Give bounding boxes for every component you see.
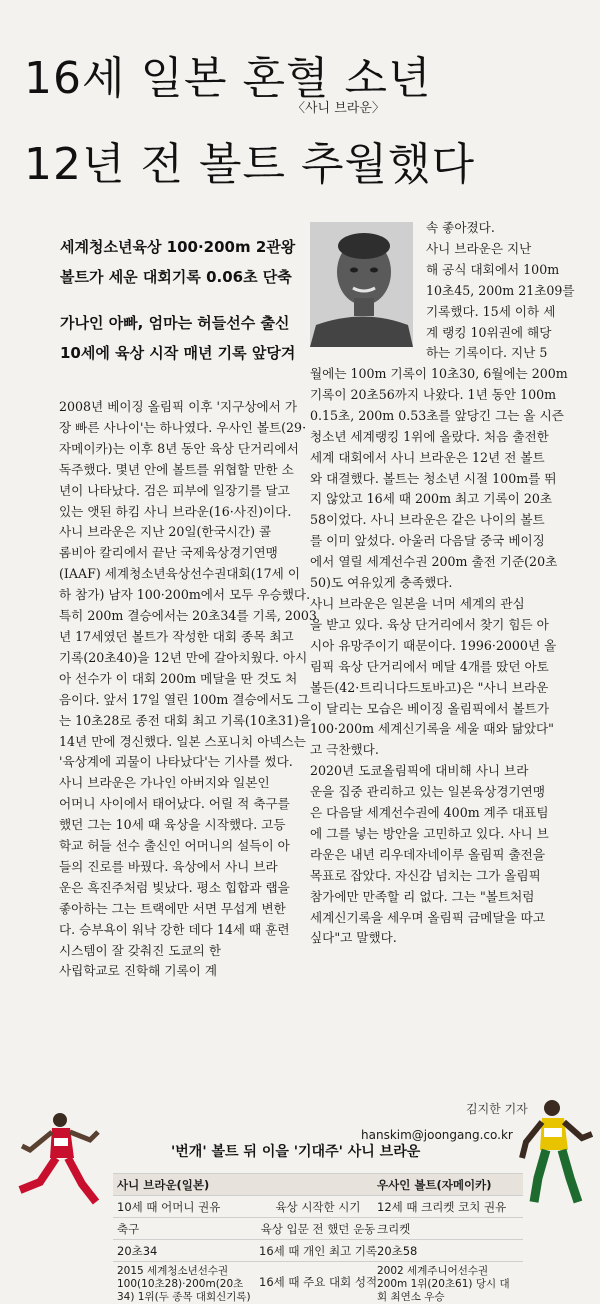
subhead-2: 볼트가 세운 대회기록 0.06초 단축 — [60, 268, 292, 286]
body-text-line: 볼든(42·트리니다드토바고)은 "사니 브라운 — [310, 679, 549, 695]
reporter-email[interactable]: hanskim@joongang.co.kr — [361, 1128, 513, 1142]
body-text-line: 라운은 내년 리우데자네이루 올림픽 출전을 — [310, 846, 545, 862]
table-header-row — [113, 1173, 523, 1195]
body-text-line: '육상계에 괴물이 나타났다'는 기사를 썼다. — [59, 754, 293, 770]
headline-line-1: 16세 일본 혼혈 소년 — [24, 53, 432, 104]
table-cell-right: 20초58 — [377, 1244, 418, 1258]
body-text-line: 지 않았고 16세 때 200m 최고 기록이 20초 — [310, 491, 553, 507]
body-text-line: 세계신기록을 세우며 올림픽 금메달을 따고 — [310, 909, 545, 925]
reporter-byline: 김지한 기자 — [466, 1102, 528, 1116]
right-body-column — [310, 364, 568, 949]
body-text-line: 시아 유망주이기 때문이다. 1996·2000년 올 — [310, 637, 557, 653]
body-text-line: 년이 나타났다. 검은 피부에 일장기를 달고 — [59, 482, 290, 498]
header-usain-bolt: 우사인 볼트(자메이카) — [377, 1178, 492, 1192]
body-text-line: 50)도 여유있게 충족했다. — [310, 575, 453, 591]
body-text-line: 기록했다. 15세 이하 세 — [426, 303, 556, 319]
body-text-line: 에서 열릴 세계선수권 200m 출전 기준(20초 — [310, 554, 558, 570]
body-text-line: 기록(20초40)을 12년 만에 갈아치웠다. 아시 — [59, 649, 308, 665]
body-text-line: 에 그를 넣는 방안을 고민하고 있다. 사니 브 — [310, 825, 549, 841]
body-text-line: 목표로 잡았다. 자신감 넘치는 그가 올림픽 — [310, 867, 541, 883]
subhead-3: 가나인 아빠, 엄마는 허들선수 출신 — [60, 314, 290, 332]
table-cell-category: 16세 때 주요 대회 성적 — [259, 1275, 378, 1289]
body-text-line: (IAAF) 세계청소년육상선수권대회(17세 이 — [59, 566, 300, 582]
table-cell-right: 12세 때 크리켓 코치 권유 — [377, 1200, 507, 1214]
comparison-table — [113, 1173, 523, 1303]
body-text-line: 은 다음달 세계선수권에 400m 계주 대표팀 — [310, 805, 549, 821]
runner-illustration-right — [512, 1098, 600, 1206]
body-text-line: 0.15초, 200m 0.53초를 앞당긴 그는 올 시즌 — [310, 407, 564, 423]
body-text-line: 운을 집중 관리하고 있는 일본육상경기연맹 — [310, 784, 545, 800]
body-text-line: 들의 진로를 바꿨다. 육상에서 사니 브라 — [59, 858, 278, 874]
body-text-line: 시스템이 잘 갖춰진 도쿄의 한 — [59, 942, 221, 958]
table-cell-category: 육상 입문 전 했던 운동 — [260, 1222, 376, 1236]
left-body-column — [59, 397, 317, 982]
body-text-line: 는 10초28로 종전 대회 최고 기록(10초31)을 — [59, 712, 312, 728]
body-text-line: 다. 승부욕이 워낙 강한 데다 14세 때 훈련 — [59, 921, 290, 937]
body-text-line: 을 받고 있다. 육상 단거리에서 찾기 힘든 아 — [310, 616, 549, 632]
body-text-line: 2020년 도쿄올림픽에 대비해 사니 브라 — [310, 763, 529, 779]
body-text-line: 장 빠른 사나이'는 하나였다. 우사인 볼트(29· — [59, 419, 307, 435]
body-text-line: 싶다"고 말했다. — [310, 930, 397, 946]
body-text-line: 이 달리는 모습은 베이징 올림픽에서 볼트가 — [310, 700, 549, 716]
body-text-line: 계 랭킹 10위권에 해당 — [426, 324, 552, 340]
body-text-line: 사니 브라운은 가나인 아버지와 일본인 — [59, 775, 270, 791]
body-text-line: 10초45, 200m 21초09를 — [426, 282, 575, 298]
headline-line-2: 12년 전 볼트 추월했다 — [24, 139, 475, 190]
body-text-line: 어머니 사이에서 태어났다. 어릴 적 축구를 — [59, 796, 290, 812]
runner-illustration-left — [0, 1110, 110, 1206]
body-text-line: 월에는 100m 기록이 10초30, 6월에는 200m — [310, 366, 568, 381]
body-text-line: 특히 200m 결승에서는 20초34를 기록, 2003 — [59, 608, 317, 624]
body-text-line: 하는 기록이다. 지난 5 — [426, 345, 548, 361]
table-cell-left: 축구 — [117, 1222, 140, 1236]
body-text-line: 해 공식 대회에서 100m — [426, 261, 560, 277]
body-text-line: 사니 브라운은 일본을 너머 세계의 관심 — [310, 595, 525, 611]
body-text-line: 롬비아 칼리에서 끝난 국제육상경기연맹 — [59, 545, 278, 561]
subhead-1: 세계청소년육상 100·200m 2관왕 — [60, 238, 296, 256]
runner-left-icon — [0, 1110, 110, 1206]
body-text-line: 년 17세였던 볼트가 작성한 대회 종목 최고 — [59, 628, 294, 644]
body-text-line: 사립학교로 진학해 기록이 계 — [59, 963, 217, 979]
runner-right-icon — [512, 1098, 600, 1206]
body-text-line: 기록이 20초56까지 나왔다. 1년 동안 100m — [310, 386, 557, 402]
portrait-photo — [310, 222, 413, 347]
table-row — [113, 1239, 523, 1261]
body-text-line: 림픽 육상 단거리에서 메달 4개를 땄던 아토 — [310, 658, 549, 674]
body-text-line: 했던 그는 10세 때 육상을 시작했다. 고등 — [59, 817, 286, 833]
body-text-line: 속 좋아졌다. — [426, 220, 495, 235]
table-row — [113, 1195, 523, 1217]
body-text-line: 좋아하는 그는 트랙에만 서면 무섭게 변한 — [59, 900, 286, 916]
table-cell-left: 10세 때 어머니 권유 — [117, 1200, 221, 1214]
body-text-line: 100·200m 세계신기록을 세울 때와 닮았다" — [310, 721, 554, 737]
body-text-line: 독주했다. 몇년 안에 볼트를 위협할 만한 소 — [59, 461, 294, 477]
body-text-line: 사니 브라운은 지난 20일(한국시간) 콜 — [59, 524, 272, 540]
body-text-line: 학교 허들 선수 출신인 어머니의 설득이 아 — [59, 838, 290, 854]
subhead-4: 10세에 육상 시작 매년 기록 앞당겨 — [60, 344, 296, 362]
table-cell-right: 2002 세계주니어선수권 200m 1위(20초61) 당시 대회 최연소 우승 — [377, 1265, 510, 1303]
body-text-line: 58이었다. 사니 브라운은 같은 나이의 볼트 — [310, 512, 545, 528]
table-cell-category: 16세 때 개인 최고 기록 — [259, 1244, 378, 1258]
body-text-line: 사니 브라운은 지난 — [426, 240, 532, 256]
header-sani-brown: 사니 브라운(일본) — [117, 1178, 210, 1192]
table-row — [113, 1261, 523, 1303]
headline-annotation: 〈사니 브라운〉 — [292, 101, 385, 116]
comparison-table-title: '번개' 볼트 뒤 이을 '기대주' 사니 브라운 — [171, 1144, 421, 1160]
table-row — [113, 1217, 523, 1239]
right-body-column-top — [426, 218, 575, 364]
body-text-line: 2008년 베이징 올림픽 이후 '지구상에서 가 — [59, 399, 298, 414]
body-text-line: 음이다. 앞서 17일 열린 100m 결승에서도 그 — [59, 691, 310, 707]
body-text-line: 아 선수가 이 대회 200m 메달을 딴 것도 처 — [59, 670, 298, 686]
body-text-line: 있는 앳된 하킴 사니 브라운(16·사진)이다. — [59, 503, 292, 519]
body-text-line: 운은 흑진주처럼 빛났다. 평소 힙합과 랩을 — [59, 879, 290, 895]
body-text-line: 14년 만에 경신했다. 일본 스포니치 아넥스는 — [59, 733, 306, 749]
portrait-illustration — [310, 222, 413, 347]
table-cell-left: 20초34 — [117, 1244, 158, 1258]
body-text-line: 청소년 세계랭킹 1위에 올랐다. 처음 출전한 — [310, 428, 549, 444]
table-cell-right: 크리켓 — [377, 1222, 411, 1236]
body-text-line: 하 참가) 남자 100·200m에서 모두 우승했다. — [59, 587, 311, 603]
body-text-line: 를 이미 앞섰다. 아울러 다음달 중국 베이징 — [310, 533, 545, 549]
body-text-line: 세계 대회에서 사니 브라운은 12년 전 볼트 — [310, 449, 545, 465]
body-text-line: 고 극찬했다. — [310, 742, 379, 758]
body-text-line: 참가에만 만족할 리 없다. 그는 "볼트처럼 — [310, 888, 535, 904]
body-text-line: 자메이카)는 이후 8년 동안 육상 단거리에서 — [59, 440, 299, 456]
table-cell-category: 육상 시작한 시기 — [275, 1200, 361, 1214]
body-text-line: 와 대결했다. 볼트는 청소년 시절 100m를 뛰 — [310, 470, 557, 486]
table-cell-left: 2015 세계청소년선수권 100(10초28)·200m(20초34) 1위(두 종목 대회신기록) — [117, 1265, 251, 1303]
